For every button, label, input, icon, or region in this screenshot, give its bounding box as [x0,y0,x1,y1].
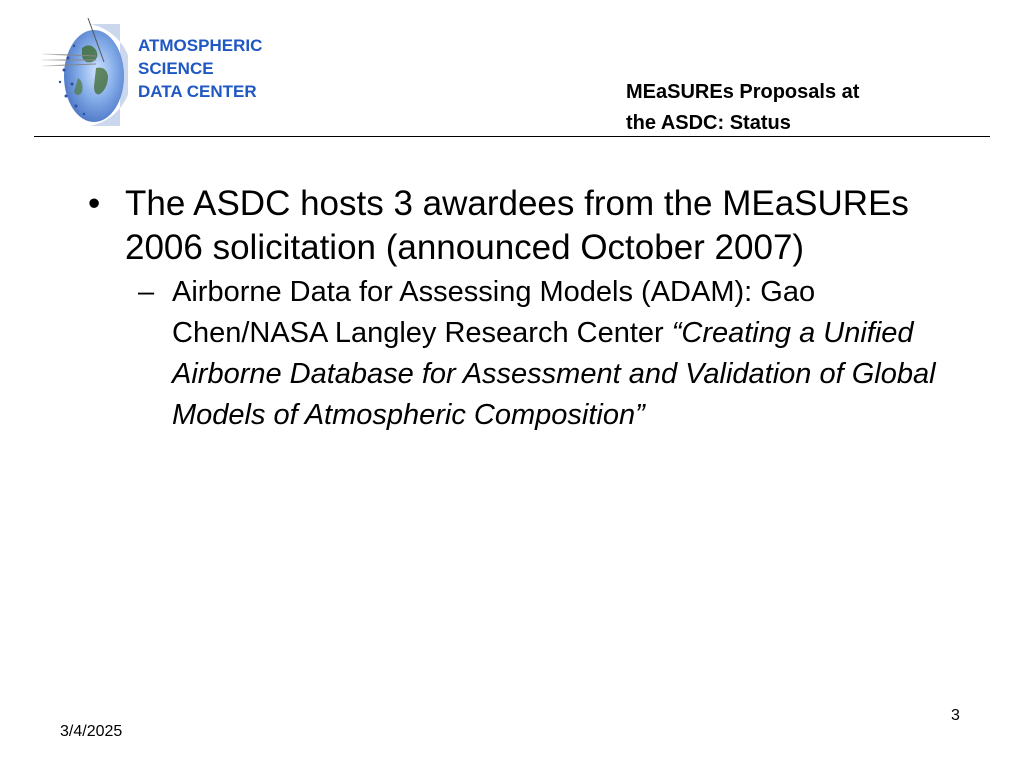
globe-logo-icon [38,18,128,130]
footer-date: 3/4/2025 [60,723,123,740]
bullet-marker: • [88,184,101,223]
slide-title [626,77,859,139]
sub-bullet-text: Airborne Data for Assessing Models (ADAM): Gao Chen/NASA Langley Research Center [172,276,816,349]
org-name [138,34,262,103]
header-divider [34,136,990,137]
org-name-line-2: SCIENCE [138,59,214,78]
slide-title-line-1: MEaSUREs Proposals at [626,81,860,103]
asdc-logo [38,18,128,130]
page-number: 3 [951,707,960,724]
bullet-item [88,182,968,270]
sub-bullet-italic-title: “Creating a Unified Airborne Database for Assessment and Validation of Global Models of Atmospheric Composition” [172,317,936,431]
slide-body [88,182,968,436]
org-name-line-1: ATMOSPHERIC [138,36,263,55]
slide-title-line-2: the ASDC: Status [626,112,791,134]
org-name-line-3: DATA CENTER [138,82,257,101]
sub-bullet-list [88,272,968,436]
sub-bullet-item [138,272,968,436]
sub-bullet-marker: – [138,276,155,308]
bullet-text: The ASDC hosts 3 awardees from the MEaSUREs 2006 solicitation (announced October 2007) [125,184,909,267]
